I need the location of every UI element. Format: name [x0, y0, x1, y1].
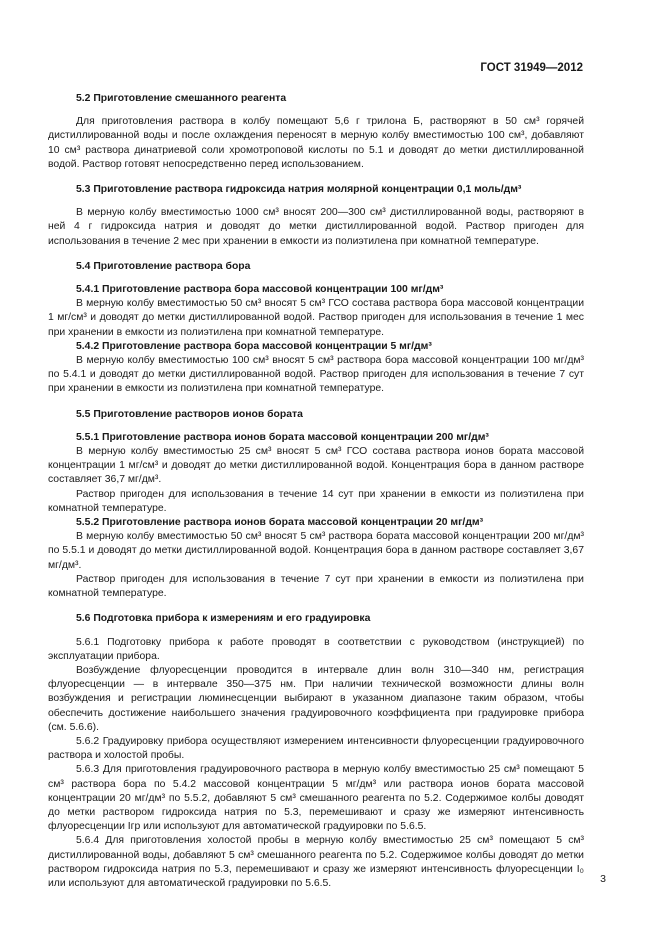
- paragraph: 5.6.3 Для приготовления градуировочного раствора в мерную колбу вместимостью 25 см³ помещают 5 см³ раствора бора по 5.4.2 массовой концентрации 5 мг/дм³ или раствора ионов бората массовой концентрации 20 мг/дм³ по 5.5.2, добавляют 5 см³ смешанного реагента по 5.2. Содержимое колбы доводят до метки раствором гидроксида натрия по 5.3, перемешивают и сразу же измеряют интенсивность флуоресценции Iгр или используют для автоматической градуировки по 5.6.5.: [48, 764, 584, 833]
- section-heading: 5.4 Приготовление раствора бора: [76, 260, 251, 272]
- paragraph: Возбуждение флуоресценции проводится в интервале длин волн 310—340 нм, регистрация флуоресценции — в интервале 350—375 нм. При наличии технической возможности длины волн возбуждения и регистрации люминесценции выбирают в указанном диапазоне таким образом, чтобы обеспечить достижение наибольшего значения градуировочного коэффициента при градуировке прибора (см. 5.6.6).: [48, 664, 584, 733]
- paragraph: В мерную колбу вместимостью 25 см³ вносят 5 см³ ГСО состава раствора ионов бората массовой концентрации 1 мг/см³ и доводят до метки дистиллированной водой. Концентрация бора в данном растворе составляет 36,7 мг/дм³.: [48, 446, 584, 486]
- section-heading: 5.3 Приготовление раствора гидроксида натрия молярной концентрации 0,1 моль/дм³: [76, 184, 522, 196]
- paragraph: В мерную колбу вместимостью 50 см³ вносят 5 см³ раствора бората массовой концентрации 200 мг/дм³ по 5.5.1 и доводят до метки дистиллированной водой. Концентрация бора в данном растворе составляет 3,67 мг/дм³.: [48, 531, 584, 571]
- paragraph: 5.6.2 Градуировку прибора осуществляют измерением интенсивности флуоресценции градуировочного раствора и холостой пробы.: [48, 735, 584, 762]
- standard-number: ГОСТ 31949—2012: [480, 62, 583, 74]
- paragraph: Раствор пригоден для использования в течение 7 сут при хранении в емкости из полиэтилена при комнатной температуре.: [48, 573, 584, 600]
- section-heading: 5.6 Подготовка прибора к измерениям и его градуировка: [76, 613, 371, 625]
- document-body: [48, 92, 584, 891]
- subsection-heading: 5.4.1 Приготовление раствора бора массовой концентрации 100 мг/дм³: [76, 284, 444, 296]
- paragraph: 5.6.1 Подготовку прибора к работе проводят в соответствии с руководством (инструкцией) по эксплуатации прибора.: [48, 636, 584, 662]
- paragraph: В мерную колбу вместимостью 1000 см³ вносят 200—300 см³ дистиллированной воды, растворяют в ней 4 г гидроксида натрия и доводят до метки дистиллированной водой. Раствор пригоден для использования в течение 2 мес при хранении в емкости из полиэтилена при комнатной температуре.: [48, 207, 584, 247]
- paragraph: В мерную колбу вместимостью 50 см³ вносят 5 см³ ГСО состава раствора бора массовой концентрации 1 мг/см³ и доводят до метки дистиллированной водой. Раствор пригоден для использования в течение 1 мес при хранении в емкости из полиэтилена при комнатной температуре.: [48, 298, 584, 338]
- paragraph: В мерную колбу вместимостью 100 см³ вносят 5 см³ раствора бора массовой концентрации 100 мг/дм³ по 5.4.1 и доводят до метки дистиллированной водой. Раствор пригоден для использования в течение 7 сут при хранении в емкости из полиэтилена при комнатной температуре.: [48, 355, 584, 395]
- paragraph: Раствор пригоден для использования в течение 14 сут при хранении в емкости из полиэтилена при комнатной температуре.: [48, 488, 584, 514]
- page-number: 3: [600, 873, 606, 885]
- subsection-heading: 5.5.1 Приготовление раствора ионов бората массовой концентрации 200 мг/дм³: [76, 431, 489, 443]
- paragraph: Для приготовления раствора в колбу помещают 5,6 г трилона Б, растворяют в 50 см³ горячей дистиллированной воды и после охлаждения переносят в мерную колбу вместимостью 100 см³, добавляют 10 см³ раствора динатриевой соли хромотроповой кислоты по 5.1 и доводят до метки дистиллированной водой. Раствор готовят непосредственно перед использованием.: [48, 116, 584, 170]
- section-heading: 5.2 Приготовление смешанного реагента: [76, 93, 287, 104]
- subsection-heading: 5.5.2 Приготовление раствора ионов бората массовой концентрации 20 мг/дм³: [76, 517, 484, 529]
- subsection-heading: 5.4.2 Приготовление раствора бора массовой концентрации 5 мг/дм³: [76, 340, 432, 352]
- section-heading: 5.5 Приготовление растворов ионов бората: [76, 408, 303, 420]
- paragraph: 5.6.4 Для приготовления холостой пробы в мерную колбу вместимостью 25 см³ помещают 5 см³ дистиллированной воды, добавляют 5 см³ смешанного реагента по 5.2. Содержимое колбы доводят до метки раствором гидроксида натрия по 5.3, перемешивают и сразу же измеряют интенсивность флуоресценции I₀ или используют для автоматической градуировки по 5.6.5.: [48, 835, 584, 889]
